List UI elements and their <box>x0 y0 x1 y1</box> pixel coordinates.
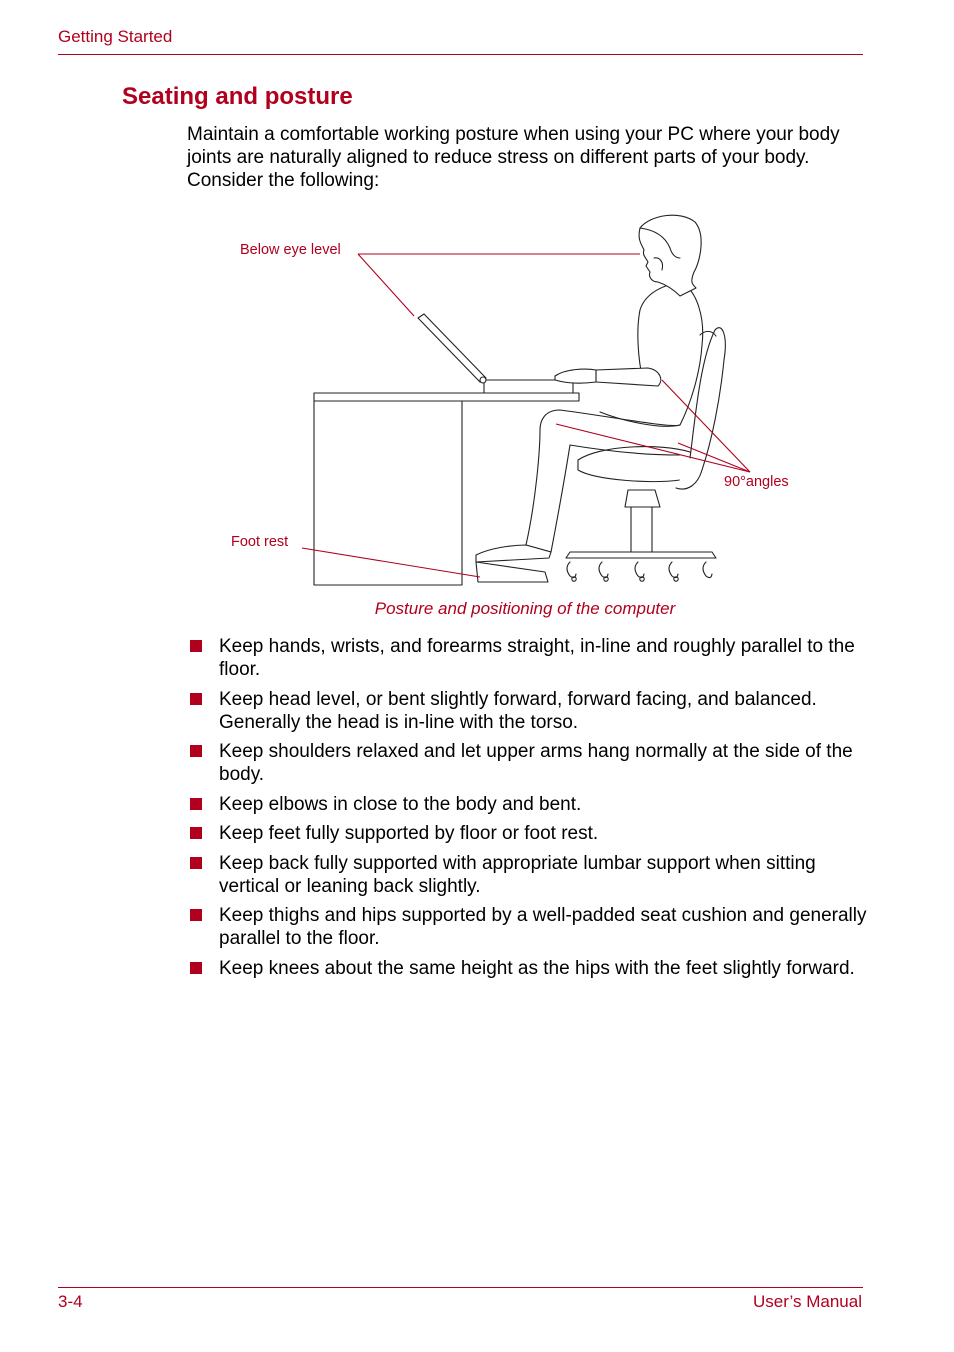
label-below-eye-level: Below eye level <box>240 242 341 258</box>
bullet-square-icon <box>190 798 202 810</box>
list-item-text: Keep head level, or bent slightly forward, forward facing, and balanced. Generally the head is in-line with the torso. <box>219 688 817 733</box>
bullet-square-icon <box>190 693 202 705</box>
posture-figure <box>200 200 820 600</box>
list-item <box>187 957 877 980</box>
footer-rule <box>58 1287 863 1288</box>
intro-paragraph: Maintain a comfortable working posture when using your PC where your body joints are naturally aligned to reduce stress on different parts of your body. Consider the following: <box>187 124 840 191</box>
list-item-text: Keep elbows in close to the body and bent. <box>219 793 582 815</box>
bullet-square-icon <box>190 909 202 921</box>
list-item-text: Keep back fully supported with appropriate lumbar support when sitting vertical or leaning back slightly. <box>219 852 816 897</box>
list-item <box>187 635 877 681</box>
bullet-square-icon <box>190 640 202 652</box>
list-item-text: Keep shoulders relaxed and let upper arms hang normally at the side of the body. <box>219 741 853 785</box>
bullet-square-icon <box>190 827 202 839</box>
list-item-text: Keep knees about the same height as the hips with the feet slightly forward. <box>219 957 855 979</box>
bullet-square-icon <box>190 745 202 757</box>
page-number: 3-4 <box>58 1292 83 1311</box>
running-header: Getting Started <box>58 27 173 46</box>
list-item-text: Keep feet fully supported by floor or foot rest. <box>219 823 599 844</box>
bullet-square-icon <box>190 857 202 869</box>
list-item <box>187 740 877 786</box>
list-item <box>187 822 877 845</box>
figure-caption: Posture and positioning of the computer <box>374 599 676 618</box>
section-title: Seating and posture <box>122 83 353 110</box>
list-item <box>187 852 877 898</box>
list-item <box>187 793 877 816</box>
posture-illustration <box>200 200 820 600</box>
manual-title: User’s Manual <box>753 1292 862 1311</box>
header-rule <box>58 54 863 55</box>
list-item-text: Keep hands, wrists, and forearms straight, in-line and roughly parallel to the floor. <box>219 636 855 680</box>
label-90-angles: 90°angles <box>724 474 789 490</box>
label-foot-rest: Foot rest <box>231 534 289 550</box>
list-item <box>187 904 877 950</box>
posture-bullet-list <box>187 635 877 986</box>
bullet-square-icon <box>190 962 202 974</box>
list-item <box>187 688 877 734</box>
list-item-text: Keep thighs and hips supported by a well-padded seat cushion and generally parallel to the floor. <box>219 905 867 949</box>
